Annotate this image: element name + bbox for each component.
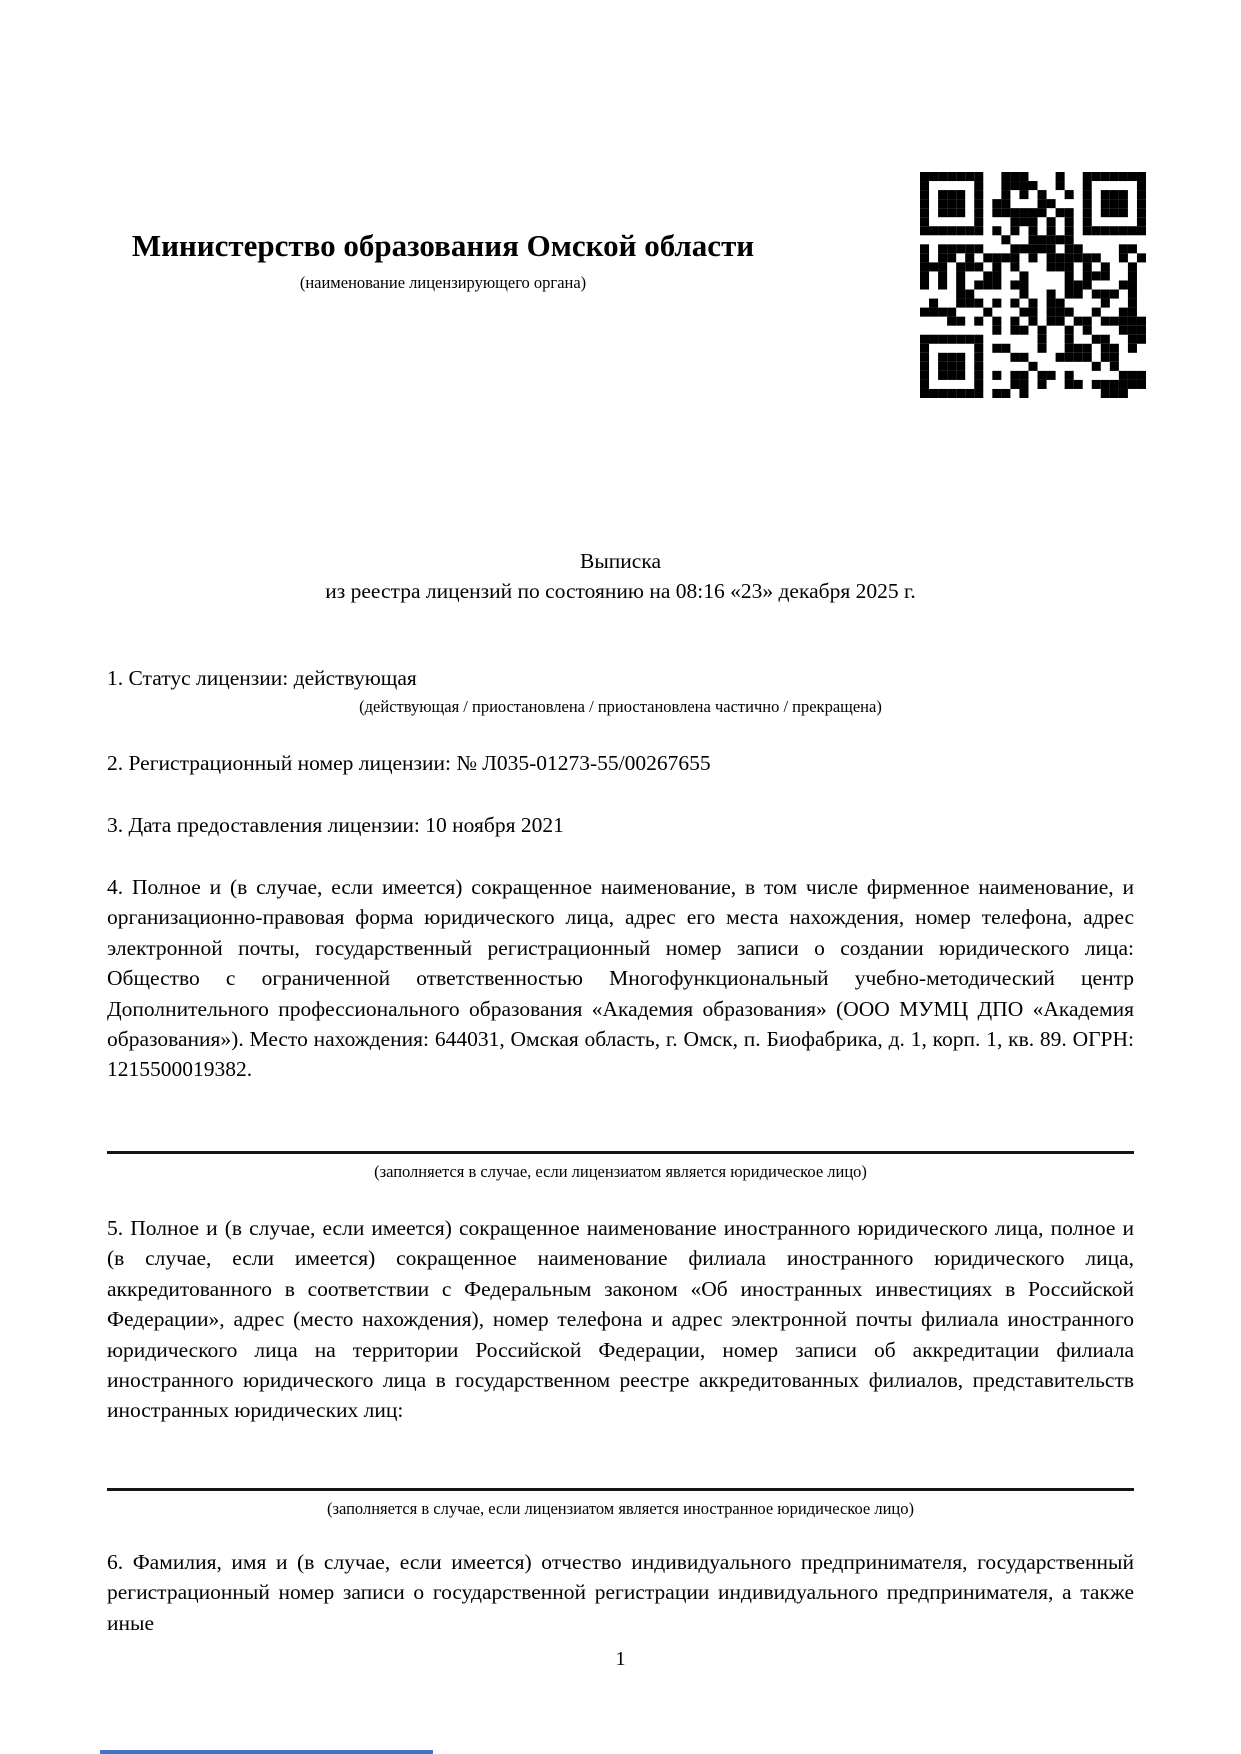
- grant-date-line: 3. Дата предоставления лицензии: 10 ноября 2021: [107, 813, 564, 837]
- footer-blue-line: [100, 1750, 433, 1754]
- license-status-line: 1. Статус лицензии: действующая: [107, 666, 417, 690]
- entrepreneur-paragraph: 6. Фамилия, имя и (в случае, если имеется) отчество индивидуального предпринимателя, государственный регистрационный номер записи о государственной регистрации индивидуального предпринимателя, а также иные: [107, 1550, 1134, 1635]
- legal-entity-paragraph: 4. Полное и (в случае, если имеется) сокращенное наименование, в том числе фирменное наименование, и организационно-правовая форма юридического лица, адрес его места нахождения, номер телефона, адрес электронной почты, государственный регистрационный номер записи о создании юридического лица: Общество с ограниченной ответственностью Многофункциональный учебно-методический центр Дополнительного профессионального образования «Академия образования» (ООО МУМЦ ДПО «Академия образования»). Место нахождения: 644031, Омская область, г. Омск, п. Биофабрика, д. 1, корп. 1, кв. 89. ОГРН: 1215500019382.: [107, 875, 1134, 1082]
- foreign-entity-caption: (заполняется в случае, если лицензиатом является иностранное юридическое лицо): [326, 1499, 914, 1518]
- document-title-line2: из реестра лицензий по состоянию на 08:16 «23» декабря 2025 г.: [325, 579, 916, 603]
- licensing-authority-caption: (наименование лицензирующего органа): [299, 273, 587, 292]
- licensing-authority-block: [107, 222, 779, 293]
- legal-entity-caption: (заполняется в случае, если лицензиатом является юридическое лицо): [374, 1162, 867, 1181]
- document-title-line1: Выписка: [579, 549, 661, 573]
- document-title: [107, 546, 1134, 606]
- foreign-entity-paragraph: 5. Полное и (в случае, если имеется) сокращенное наименование иностранного юридического лица, полное и (в случае, если имеется) сокращенное наименование филиала иностранного юридического лица, аккредитованного в соответствии с Федеральным законом «Об иностранных инвестициях в Российской Федерации», адрес (место нахождения), номер телефона и адрес электронной почты филиала иностранного юридического лица на территории Российской Федерации, номер записи об аккредитации филиала иностранного юридического лица в государственном реестре аккредитованных филиалов, представительств иностранных юридических лиц:: [107, 1216, 1134, 1423]
- registration-number-line: 2. Регистрационный номер лицензии: № Л035-01273-55/00267655: [107, 751, 711, 775]
- page-number: 1: [615, 1648, 626, 1670]
- qr-code-icon: [920, 172, 1146, 398]
- license-status-caption: (действующая / приостановлена / приостановлена частично / прекращена): [359, 697, 882, 716]
- legal-entity-underline: [107, 1151, 1134, 1154]
- licensing-authority-name: Министерство образования Омской области: [131, 228, 755, 263]
- foreign-entity-underline: [107, 1488, 1134, 1491]
